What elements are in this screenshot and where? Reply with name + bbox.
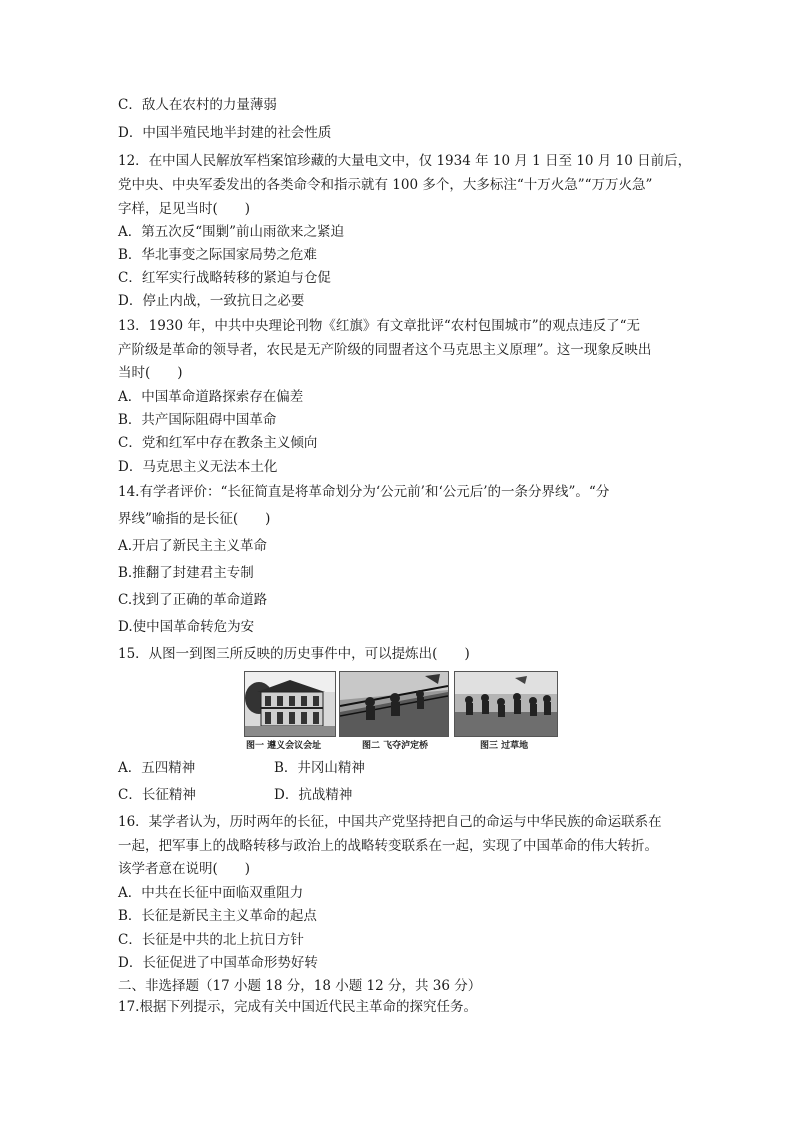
q13-option-d: D．马克思主义无法本土化 — [118, 459, 278, 475]
q14-option-c: C.找到了正确的革命道路 — [118, 592, 268, 608]
q16-stem-line3: 该学者意在说明( ) — [118, 861, 251, 877]
figure-2-caption: 图二 飞夺泸定桥 — [362, 741, 429, 751]
figure-1-zunyi-site — [244, 671, 336, 737]
q13-option-b: B．共产国际阻碍中国革命 — [118, 412, 277, 428]
q12-option-a: A．第五次反“围剿”前山雨欲来之紧迫 — [118, 224, 345, 240]
q16-option-d: D．长征促进了中国革命形势好转 — [118, 955, 318, 971]
q15-option-a: A．五四精神 — [118, 760, 196, 776]
q15-stem: 15．从图一到图三所反映的历史事件中，可以提炼出( ) — [118, 646, 470, 662]
q13-option-a: A．中国革命道路探索存在偏差 — [118, 389, 304, 405]
q11-option-d: D．中国半殖民地半封建的社会性质 — [118, 125, 332, 141]
q14-option-d: D.使中国革命转危为安 — [118, 619, 255, 635]
q12-stem-line2: 党中央、中央军委发出的各类命令和指示就有 100 多个，大多标注“十万火急”“万万火急” — [118, 177, 653, 193]
figure-3-grassland — [454, 671, 558, 737]
q16-option-a: A．中共在长征中面临双重阻力 — [118, 885, 304, 901]
q14-stem-line1: 14.有学者评价：“长征简直是将革命划分为‘公元前’和‘公元后’的一条分界线”。“分 — [118, 484, 610, 500]
q14-option-b: B.推翻了封建君主专制 — [118, 565, 254, 581]
q16-option-c: C．长征是中共的北上抗日方针 — [118, 932, 304, 948]
q15-option-b: B．井冈山精神 — [274, 760, 365, 776]
q16-option-b: B．长征是新民主主义革命的起点 — [118, 908, 317, 924]
section2-heading: 二、非选择题（17 小题 18 分，18 小题 12 分，共 36 分） — [118, 978, 482, 994]
q17-stem: 17.根据下列提示，完成有关中国近代民主革命的探究任务。 — [118, 999, 477, 1015]
figure-3-caption: 图三 过草地 — [480, 741, 529, 751]
q12-stem-line3: 字样，足见当时( ) — [118, 201, 251, 217]
q13-option-c: C．党和红军中存在教条主义倾向 — [118, 435, 318, 451]
q14-option-a: A.开启了新民主主义革命 — [118, 538, 268, 554]
q12-option-c: C．红军实行战略转移的紧迫与仓促 — [118, 270, 331, 286]
q11-option-c: C．敌人在农村的力量薄弱 — [118, 97, 277, 113]
q13-stem-line1: 13．1930 年，中共中央理论刊物《红旗》有文章批评“农村包围城市”的观点违反了“无 — [118, 318, 641, 334]
q13-stem-line2: 产阶级是革命的领导者，农民是无产阶级的同盟者这个马克思主义原理”。这一现象反映出 — [118, 342, 652, 358]
q16-stem-line2: 一起，把军事上的战略转移与政治上的战略转变联系在一起，实现了中国革命的伟大转折。 — [118, 838, 658, 854]
q13-stem-line3: 当时( ) — [118, 365, 183, 381]
q16-stem-line1: 16．某学者认为，历时两年的长征，中国共产党坚持把自己的命运与中华民族的命运联系在 — [118, 814, 662, 830]
q15-option-d: D．抗战精神 — [274, 787, 353, 803]
q12-option-d: D．停止内战，一致抗日之必要 — [118, 293, 305, 309]
q12-stem-line1: 12．在中国人民解放军档案馆珍藏的大量电文中，仅 1934 年 10 月 1 日至 10 月 10 日前后， — [118, 153, 692, 169]
figure-1-caption: 图一 遵义会议会址 — [246, 741, 322, 751]
q12-option-b: B．华北事变之际国家局势之危难 — [118, 247, 317, 263]
figure-2-luding-bridge — [339, 671, 449, 737]
q14-stem-line2: 界线”喻指的是长征( ) — [118, 511, 271, 527]
q15-figures — [244, 671, 558, 751]
q15-option-c: C．长征精神 — [118, 787, 196, 803]
